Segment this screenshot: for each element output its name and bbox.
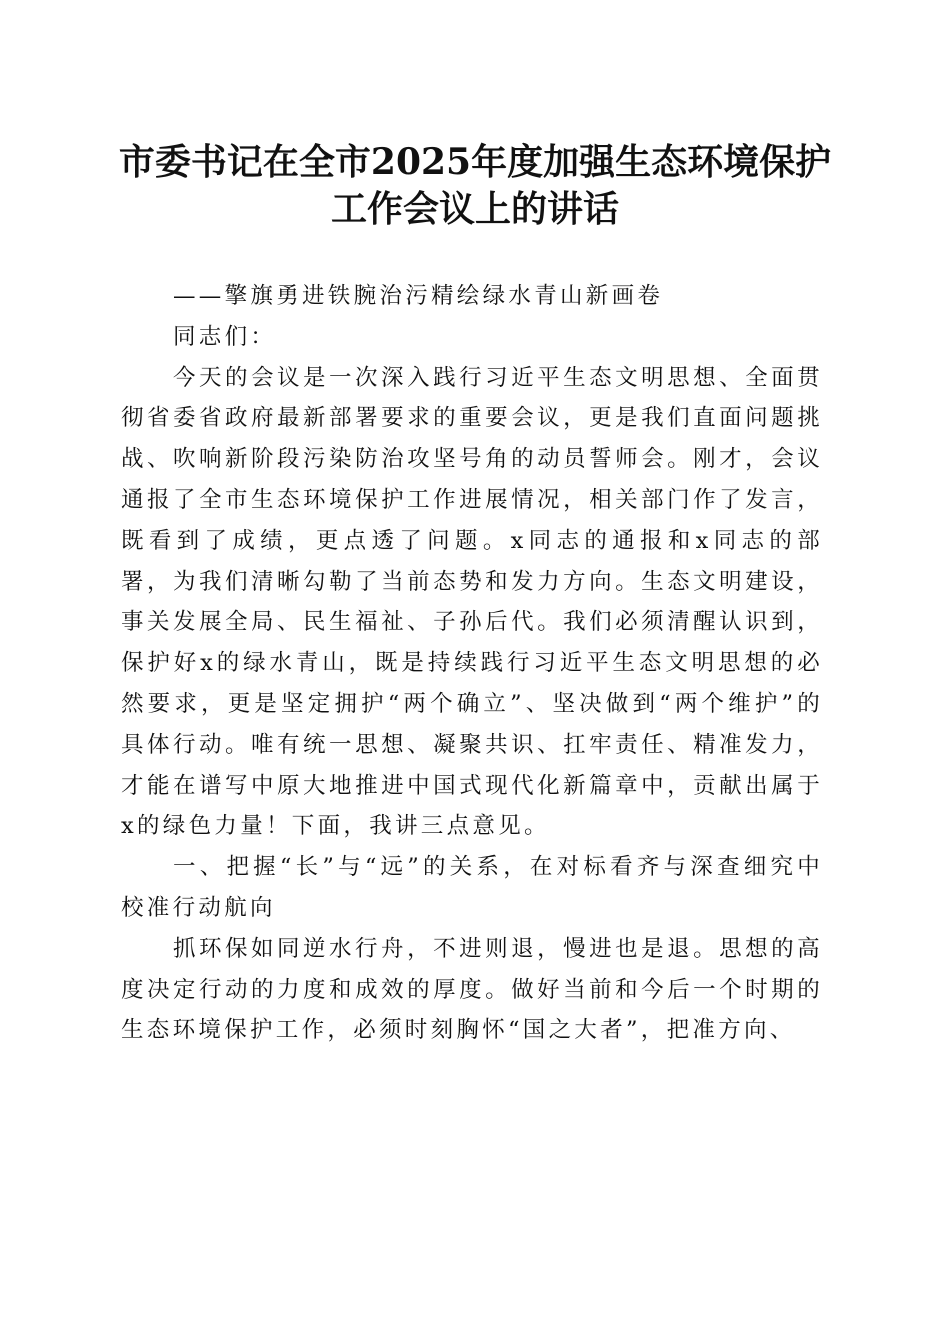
document-body	[121, 276, 823, 1051]
section-heading-1: 一、把握“长”与“远”的关系，在对标看齐与深查细究中校准行动航向	[121, 854, 823, 921]
paragraph-section-1: 抓环保如同逆水行舟，不进则退，慢进也是退。思想的高度决定行动的力度和成效的厚度。做好当前和今后一个时期的生态环境保护工作，必须时刻胸怀“国之大者”，把准方向、	[121, 935, 823, 1044]
document-title-line-2: 工作会议上的讲话	[330, 188, 619, 230]
subtitle: ——擎旗勇进铁腕治污精绘绿水青山新画卷	[173, 283, 664, 309]
document-title-line-1: 市委书记在全市2025年度加强生态环境保护	[118, 141, 832, 183]
greeting: 同志们：	[173, 323, 277, 350]
paragraph-opening: 今天的会议是一次深入践行习近平生态文明思想、全面贯彻省委省政府最新部署要求的重要会议，更是我们直面问题挑战、吹响新阶段污染防治攻坚号角的动员誓师会。刚才，会议通报了全市生态环境保护工作进展情况，相关部门作了发言，既看到了成绩，更点透了问题。x同志的通报和x同志的部署，为我们清晰勾勒了当前态势和发力方向。生态文明建设，事关发展全局、民生福祉、子孙后代。我们必须清醒认识到，保护好x的绿水青山，既是持续践行习近平生态文明思想的必然要求，更是坚定拥护“两个确立”、坚决做到“两个维护”的具体行动。唯有统一思想、凝聚共识、扛牢责任、精准发力，才能在谱写中原大地推进中国式现代化新篇章中，贡献出属于x的绿色力量！下面，我讲三点意见。	[121, 364, 823, 840]
